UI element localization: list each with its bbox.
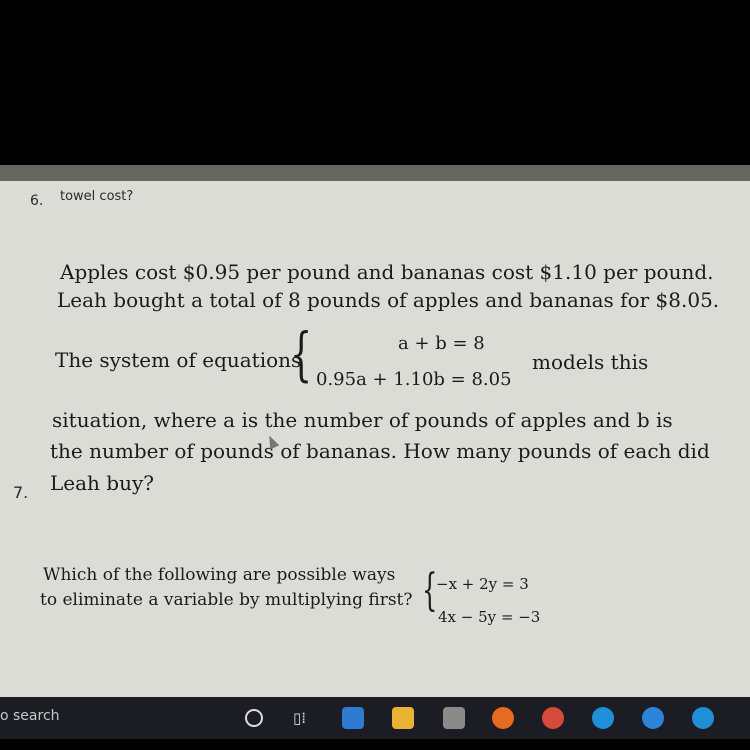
system-label: The system of equations <box>55 348 302 372</box>
equation-7-2: 4x − 5y = −3 <box>438 608 541 626</box>
header-band <box>0 165 750 181</box>
equation-1: a + b = 8 <box>398 333 485 354</box>
mail-icon[interactable] <box>342 707 364 729</box>
firefox-icon[interactable] <box>492 707 514 729</box>
question-6-line-1: Apples cost $0.95 per pound and bananas cost $1.10 per pound. <box>60 260 714 284</box>
question-7-line-2: to eliminate a variable by multiplying first? <box>40 590 413 610</box>
question-6-line-4: situation, where a is the number of pounds of apples and b is <box>52 408 673 432</box>
document-view <box>0 165 750 697</box>
question-6-line-2: Leah bought a total of 8 pounds of apples and bananas for $8.05. <box>57 288 720 312</box>
cortana-circle-icon[interactable] <box>245 709 263 727</box>
taskbar <box>0 697 750 739</box>
internet-explorer-icon[interactable] <box>642 707 664 729</box>
chrome-icon[interactable] <box>542 707 564 729</box>
question-6-line-5: the number of pounds of bananas. How many pounds of each did <box>50 439 710 463</box>
previous-question-text: towel cost? <box>60 189 134 204</box>
taskbar-search[interactable]: o search <box>0 708 60 724</box>
models-text: models this <box>532 350 649 374</box>
question-7-line-1: Which of the following are possible ways <box>43 565 396 585</box>
equation-7-brace: { <box>422 565 438 616</box>
store-icon[interactable] <box>443 707 465 729</box>
question-6-number: 6. <box>30 193 44 209</box>
edge-icon[interactable] <box>692 707 714 729</box>
file-explorer-icon[interactable] <box>392 707 414 729</box>
task-view-icon[interactable]: ▯⁞ <box>293 709 307 727</box>
equation-brace: { <box>290 320 313 388</box>
edge-icon[interactable] <box>592 707 614 729</box>
question-7-number: 7. <box>13 483 29 502</box>
equation-2: 0.95a + 1.10b = 8.05 <box>316 369 512 390</box>
question-6-line-6: Leah buy? <box>50 471 154 495</box>
equation-7-1: −x + 2y = 3 <box>436 575 529 593</box>
